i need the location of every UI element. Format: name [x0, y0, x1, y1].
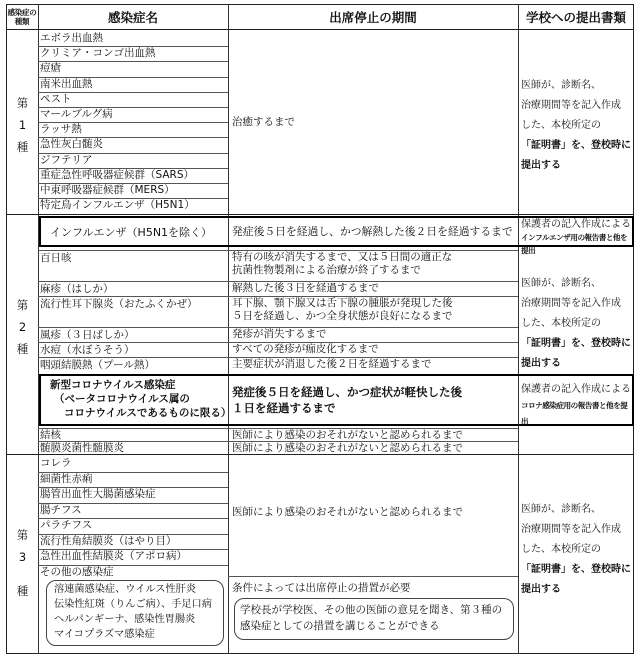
category-2-period-item: 医師により感染のおそれがないと認められるまで — [232, 442, 463, 454]
category-1-disease-item: クリミア・コンゴ出血熱 — [40, 47, 156, 60]
category-3-document: 医師が、診断名、 治療期間等を記入作成 した、本校所定の 「証明書」を、登校時に 提出する — [521, 504, 631, 595]
row-divider — [38, 92, 228, 93]
row-divider — [38, 549, 228, 550]
category-1-label: 第 1 種 — [16, 96, 29, 154]
row-divider — [38, 183, 228, 184]
category-3-disease-item: 腸チフス — [40, 503, 82, 516]
category-3-disease-item: コレラ — [40, 457, 72, 469]
row-divider — [38, 61, 228, 62]
covid-period: 発症後５日を経過し、かつ症状が軽快した後 １日を経過するまで — [232, 385, 462, 415]
covid-name: 新型コロナウイルス感染症 （ベータコロナウイルス属の コロナウイルスであるものに限る） — [50, 379, 232, 419]
category-2-disease-item: 結核 — [40, 429, 61, 441]
other-diseases-list: 溶連菌感染症、ウイルス性肝炎 伝染性紅斑（りんご病）、手足口病 ヘルパンギーナ、感染性胃腸炎 マイコプラズマ感染症 — [54, 584, 212, 640]
header-document: 学校への提出書類 — [518, 4, 634, 30]
category-1-disease-item: 特定鳥インフルエンザ（H5N1） — [40, 199, 195, 212]
category-1-disease-item: ジフテリア — [40, 153, 93, 166]
category-2-disease-item: 咽頭結膜熱（プール熱） — [40, 359, 155, 371]
row-divider — [38, 198, 228, 199]
other-diseases-note: 学校長が学校医、その他の医師の意見を聞き、第３種の 感染症としての措置を講じることができる — [240, 604, 503, 632]
category-3-disease-item: 細菌性赤痢 — [40, 472, 93, 485]
category-2-period-item: 医師により感染のおそれがないと認められるまで — [232, 429, 463, 441]
header-disease: 感染症名 — [38, 4, 228, 30]
category-2-disease-item: 流行性耳下腺炎（おたふくかぜ） — [40, 298, 198, 310]
category-3-disease-item: その他の感染症 — [40, 565, 114, 578]
row-divider — [38, 168, 228, 169]
influenza-name: インフルエンザ（H5N1を除く） — [50, 226, 213, 239]
category-2-disease-item: 麻疹（はしか） — [40, 283, 114, 295]
row-divider — [38, 137, 228, 138]
category-2-period-item: 解熱した後３日を経過するまで — [232, 282, 379, 294]
row-divider — [38, 77, 228, 78]
row-divider — [38, 46, 228, 47]
row-divider — [38, 534, 228, 535]
category-2-label: 第 2 種 — [16, 298, 29, 356]
category-3-other-divider — [228, 576, 518, 577]
category-1-period: 治癒するまで — [232, 116, 295, 128]
row-divider — [38, 518, 228, 519]
category-1-document: 医師が、診断名、 治療期間等を記入作成 した、本校所定の 「証明書」を、登校時に 提出する — [521, 80, 631, 171]
category-1-disease-item: 南米出血熱 — [40, 77, 93, 90]
col-divider-2 — [228, 4, 229, 654]
row-divider — [38, 565, 228, 566]
category-3-disease-item: パラチフス — [40, 519, 93, 531]
category-1-disease-item: ペスト — [40, 92, 72, 105]
header-period: 出席停止の期間 — [228, 4, 518, 30]
header-category: 感染症の種類 — [6, 4, 38, 30]
category-2-period-item: 抗菌性物製剤による治療が終了するまで — [232, 264, 421, 276]
category-2-period-item: 発疹が消失するまで — [232, 328, 327, 340]
category-2-disease-item: 水痘（水ぼうそう） — [40, 344, 135, 356]
category-2-period-item: ５日を経過し、かつ全身状態が良好になるまで — [232, 310, 453, 322]
other-diseases-period: 条件によっては出席停止の措置が必要 — [232, 582, 411, 594]
col-divider-3 — [518, 4, 519, 654]
category-3-period: 医師により感染のおそれがないと認められるまで — [232, 506, 463, 518]
category-2-period-item: 耳下腺、顎下腺又は舌下腺の腫脹が発現した後 — [232, 297, 453, 309]
category-1-disease-item: エボラ出血熱 — [40, 32, 103, 44]
category-2-period-item: すべての発疹が痂皮化するまで — [232, 343, 379, 355]
infectious-disease-table — [6, 4, 634, 654]
category-1-disease-item: 重症急性呼吸器症候群（SARS） — [40, 168, 195, 181]
category-3-label: 第 3 種 — [16, 528, 29, 598]
category-3-disease-item: 腸管出血性大腸菌感染症 — [40, 488, 156, 500]
category-1-disease-item: マールブルグ病 — [40, 108, 113, 120]
category-3-disease-item: 流行性角結膜炎（はやり目） — [40, 534, 177, 547]
row-divider — [38, 153, 228, 154]
row-divider — [38, 472, 228, 473]
category-3-disease-item: 急性出血性結膜炎（アポロ病） — [40, 550, 187, 562]
category-2-document: 医師が、診断名、 治療期間等を記入作成 した、本校所定の 「証明書」を、登校時に 提出する — [521, 278, 631, 369]
category-1-divider — [6, 214, 634, 215]
influenza-document: 保護者の記入作成による インフルエンザ用の報告書と他を提出 — [521, 219, 631, 255]
category-2-disease-item: 髄膜炎菌性髄膜炎 — [40, 442, 124, 454]
category-2-disease-item: 風疹（３日ばしか） — [40, 329, 135, 341]
row-divider — [38, 122, 228, 123]
category-2-disease-item: 百日咳 — [40, 252, 72, 264]
category-1-disease-item: ラッサ熱 — [40, 123, 82, 136]
header-divider — [6, 29, 634, 30]
category-1-disease-item: 急性灰白髄炎 — [40, 138, 103, 151]
row-divider — [38, 503, 228, 504]
row-divider — [38, 487, 228, 488]
row-divider — [38, 107, 228, 108]
category-1-disease-item: 痘瘡 — [40, 62, 61, 75]
category-2-period-item: 特有の咳が消失するまで、又は５日間の適正な — [232, 251, 453, 263]
category-2-period-item: 主要症状が消退した後２日を経過するまで — [232, 358, 432, 370]
category-1-disease-item: 中東呼吸器症候群（MERS） — [40, 184, 175, 196]
covid-document: 保護者の記入作成による コロナ感染症用の報告書と他を提出 — [521, 384, 631, 426]
influenza-period: 発症後５日を経過し、かつ解熱した後２日を経過するまで — [232, 225, 513, 238]
